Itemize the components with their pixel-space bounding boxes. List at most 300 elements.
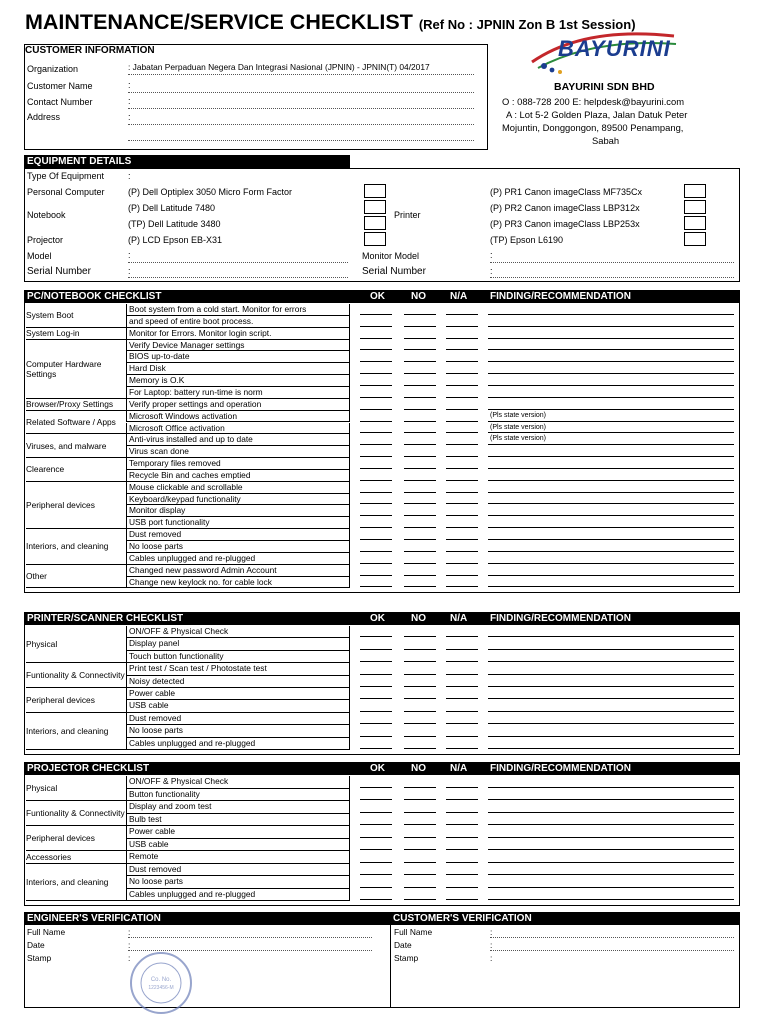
finding-field[interactable]	[488, 326, 734, 327]
check-ok-field[interactable]	[360, 326, 392, 327]
printer-4-checkbox[interactable]	[684, 232, 706, 246]
check-ok-field[interactable]	[360, 686, 392, 687]
check-na-field[interactable]	[446, 849, 478, 850]
engineer-date-label: Date	[27, 940, 45, 950]
checklist-item: Memory is O.K	[126, 375, 350, 387]
check-no-field[interactable]	[404, 636, 436, 637]
checklist-item: Dust removed	[126, 864, 350, 877]
check-no-field[interactable]	[404, 711, 436, 712]
finding-field[interactable]	[488, 711, 734, 712]
finding-field[interactable]	[488, 527, 734, 528]
check-ok-field[interactable]	[360, 799, 392, 800]
page-title: MAINTENANCE/SERVICE CHECKLIST (Ref No : JPNIN Zon B 1st Session)	[25, 10, 636, 34]
group-label: Related Software / Apps	[26, 411, 126, 435]
company-contact: O : 088-728 200 E: helpdesk@bayurini.com	[502, 96, 685, 107]
finding-field[interactable]	[488, 787, 734, 788]
model-field[interactable]	[128, 262, 348, 263]
check-no-field[interactable]	[404, 824, 436, 825]
finding-field[interactable]	[488, 812, 734, 813]
check-no-field[interactable]	[404, 661, 436, 662]
check-no-field[interactable]	[404, 338, 436, 339]
check-na-field[interactable]	[446, 575, 478, 576]
check-no-field[interactable]	[404, 468, 436, 469]
check-na-field[interactable]	[446, 314, 478, 315]
col-no-header: NO	[411, 291, 426, 302]
check-na-field[interactable]	[446, 674, 478, 675]
check-no-field[interactable]	[404, 837, 436, 838]
col-no-header: NO	[411, 613, 426, 624]
group-label: Peripheral devices	[26, 826, 126, 851]
checklist-item: Noisy detected	[126, 676, 350, 688]
check-ok-field[interactable]	[360, 887, 392, 888]
group-label: Funtionality & Connectivity	[26, 801, 126, 826]
group-label: Clearence	[26, 458, 126, 482]
customer-date-field[interactable]	[490, 950, 734, 951]
finding-field[interactable]	[488, 480, 734, 481]
checklist-item: Display panel	[126, 638, 350, 650]
check-no-field[interactable]	[404, 444, 436, 445]
customer-date-label: Date	[394, 940, 412, 950]
check-ok-field[interactable]	[360, 874, 392, 875]
printer-1-checkbox[interactable]	[684, 184, 706, 198]
check-na-field[interactable]	[446, 824, 478, 825]
check-na-field[interactable]	[446, 812, 478, 813]
check-ok-field[interactable]	[360, 551, 392, 552]
group-label: Interiors, and cleaning	[26, 529, 126, 565]
pc-checkbox[interactable]	[364, 184, 386, 198]
check-no-field[interactable]	[404, 432, 436, 433]
finding-field[interactable]	[488, 874, 734, 875]
check-ok-field[interactable]	[360, 515, 392, 516]
checklist-item: USB port functionality	[126, 517, 350, 529]
checklist-item: No loose parts	[126, 725, 350, 737]
check-ok-field[interactable]	[360, 539, 392, 540]
checklist-item: Monitor for Errors. Monitor login script.	[126, 328, 350, 340]
check-ok-field[interactable]	[360, 314, 392, 315]
check-no-field[interactable]	[404, 563, 436, 564]
check-no-field[interactable]	[404, 421, 436, 422]
notebook-value-1: (P) Dell Latitude 7480	[128, 203, 216, 213]
group-label: Physical	[26, 626, 126, 663]
group-label: Funtionality & Connectivity	[26, 663, 126, 688]
check-ok-field[interactable]	[360, 723, 392, 724]
check-ok-field[interactable]	[360, 468, 392, 469]
check-no-field[interactable]	[404, 527, 436, 528]
checklist-item: Print test / Scan test / Photostate test	[126, 663, 350, 675]
printer-4: (TP) Epson L6190	[490, 235, 564, 245]
finding-field[interactable]	[488, 586, 734, 587]
notebook-label: Notebook	[27, 210, 66, 220]
finding-field[interactable]	[488, 723, 734, 724]
pc-value: (P) Dell Optiplex 3050 Micro Form Factor	[128, 187, 293, 197]
group-label: System Boot	[26, 304, 126, 328]
finding-field[interactable]	[488, 468, 734, 469]
printer-3-checkbox[interactable]	[684, 216, 706, 230]
ref-number: (Ref No : JPNIN Zon B 1st Session)	[418, 17, 636, 32]
check-ok-field[interactable]	[360, 736, 392, 737]
checklist-item: USB cable	[126, 700, 350, 712]
col-ok-header: OK	[370, 763, 385, 774]
check-ok-field[interactable]	[360, 503, 392, 504]
check-ok-field[interactable]	[360, 385, 392, 386]
col-no-header: NO	[411, 763, 426, 774]
check-ok-field[interactable]	[360, 361, 392, 362]
logo-text: BAYURINI	[558, 36, 671, 61]
check-na-field[interactable]	[446, 468, 478, 469]
contact-number-field[interactable]	[128, 108, 474, 109]
check-na-field[interactable]	[446, 787, 478, 788]
printer-section-heading: PRINTER/SCANNER CHECKLIST	[24, 612, 740, 625]
finding-field[interactable]	[488, 837, 734, 838]
finding-field[interactable]	[488, 636, 734, 637]
customer-name-field[interactable]	[128, 92, 474, 93]
printer-1: (P) PR1 Canon imageClass MF735Cx	[490, 187, 643, 197]
engineer-verification-heading: ENGINEER'S VERIFICATION	[24, 912, 390, 925]
finding-field[interactable]	[488, 748, 734, 749]
engineer-full-name-label: Full Name	[27, 927, 66, 937]
check-ok-field[interactable]	[360, 444, 392, 445]
check-na-field[interactable]	[446, 887, 478, 888]
check-na-field[interactable]	[446, 421, 478, 422]
col-ok-header: OK	[370, 613, 385, 624]
finding-field[interactable]	[488, 492, 734, 493]
group-label: Peripheral devices	[26, 482, 126, 529]
projector-value: (P) LCD Epson EB-X31	[128, 235, 223, 245]
serial-field[interactable]	[128, 277, 348, 278]
check-no-field[interactable]	[404, 503, 436, 504]
company-logo	[524, 22, 684, 78]
check-na-field[interactable]	[446, 409, 478, 410]
finding-field[interactable]	[488, 409, 734, 410]
checklist-item: Verify proper settings and operation	[126, 399, 350, 411]
check-no-field[interactable]	[404, 723, 436, 724]
finding-field[interactable]	[488, 385, 734, 386]
check-na-field[interactable]	[446, 326, 478, 327]
check-ok-field[interactable]	[360, 837, 392, 838]
checklist-item: Power cable	[126, 688, 350, 700]
version-note: (Pls state version)	[490, 435, 547, 443]
finding-field[interactable]	[488, 421, 734, 422]
check-ok-field[interactable]	[360, 456, 392, 457]
customer-info-box	[24, 44, 488, 150]
group-label: Browser/Proxy Settings	[26, 399, 126, 411]
contact-number-label: Contact Number	[27, 97, 93, 107]
company-name: BAYURINI SDN BHD	[554, 81, 655, 93]
checklist-item: Microsoft Office activation	[126, 423, 350, 435]
finding-field[interactable]	[488, 563, 734, 564]
serial-label: Serial Number	[27, 266, 91, 277]
check-ok-field[interactable]	[360, 649, 392, 650]
group-label: Computer Hardware Settings	[26, 340, 126, 399]
check-na-field[interactable]	[446, 799, 478, 800]
check-na-field[interactable]	[446, 661, 478, 662]
check-no-field[interactable]	[404, 736, 436, 737]
finding-field[interactable]	[488, 674, 734, 675]
org-value: : Jabatan Perpaduan Negera Dan Integrasi Nasional (JPNIN) - JPNIN(T) 04/2017	[128, 62, 430, 72]
check-na-field[interactable]	[446, 539, 478, 540]
check-no-field[interactable]	[404, 586, 436, 587]
finding-field[interactable]	[488, 575, 734, 576]
finding-field[interactable]	[488, 338, 734, 339]
finding-field[interactable]	[488, 698, 734, 699]
check-na-field[interactable]	[446, 837, 478, 838]
check-no-field[interactable]	[404, 492, 436, 493]
finding-field[interactable]	[488, 862, 734, 863]
notebook-p-checkbox[interactable]	[364, 200, 386, 214]
checklist-item: Anti-virus installed and up to date	[126, 434, 350, 446]
check-no-field[interactable]	[404, 480, 436, 481]
check-no-field[interactable]	[404, 748, 436, 749]
finding-field[interactable]	[488, 551, 734, 552]
type-label: Type Of Equipment	[27, 171, 105, 181]
finding-field[interactable]	[488, 686, 734, 687]
check-ok-field[interactable]	[360, 432, 392, 433]
check-ok-field[interactable]	[360, 674, 392, 675]
checklist-item: Virus scan done	[126, 446, 350, 458]
check-no-field[interactable]	[404, 326, 436, 327]
check-ok-field[interactable]	[360, 862, 392, 863]
check-no-field[interactable]	[404, 799, 436, 800]
projector-checkbox[interactable]	[364, 232, 386, 246]
check-na-field[interactable]	[446, 349, 478, 350]
checklist-item: and speed of entire boot process.	[126, 316, 350, 328]
check-na-field[interactable]	[446, 515, 478, 516]
finding-field[interactable]	[488, 432, 734, 433]
finding-field[interactable]	[488, 456, 734, 457]
checklist-item: For Laptop: battery run-time is norm	[126, 387, 350, 399]
check-na-field[interactable]	[446, 586, 478, 587]
printer-3: (P) PR3 Canon imageClass LBP253x	[490, 219, 640, 229]
check-na-field[interactable]	[446, 899, 478, 900]
check-no-field[interactable]	[404, 551, 436, 552]
group-label: Other	[26, 565, 126, 589]
check-na-field[interactable]	[446, 636, 478, 637]
customer-stamp-label: Stamp	[394, 953, 419, 963]
check-ok-field[interactable]	[360, 349, 392, 350]
check-no-field[interactable]	[404, 409, 436, 410]
check-na-field[interactable]	[446, 698, 478, 699]
check-na-field[interactable]	[446, 492, 478, 493]
svg-text:Co. No.: Co. No.	[150, 977, 172, 983]
check-ok-field[interactable]	[360, 899, 392, 900]
check-ok-field[interactable]	[360, 421, 392, 422]
check-ok-field[interactable]	[360, 527, 392, 528]
check-na-field[interactable]	[446, 748, 478, 749]
group-label: System Log-in	[26, 328, 126, 340]
check-no-field[interactable]	[404, 349, 436, 350]
finding-field[interactable]	[488, 824, 734, 825]
customer-full-name-field[interactable]	[490, 937, 734, 938]
checklist-item: Monitor display	[126, 505, 350, 517]
check-no-field[interactable]	[404, 373, 436, 374]
monitor-serial-label: Serial Number	[362, 266, 426, 277]
check-na-field[interactable]	[446, 338, 478, 339]
finding-field[interactable]	[488, 849, 734, 850]
check-na-field[interactable]	[446, 563, 478, 564]
customer-full-name-label: Full Name	[394, 927, 433, 937]
printer-label: Printer	[394, 210, 421, 220]
col-ok-header: OK	[370, 291, 385, 302]
check-no-field[interactable]	[404, 515, 436, 516]
check-ok-field[interactable]	[360, 480, 392, 481]
check-na-field[interactable]	[446, 385, 478, 386]
check-na-field[interactable]	[446, 503, 478, 504]
company-address-2: Mojuntin, Donggongon, 89500 Penampang,	[502, 122, 684, 133]
checklist-item: Hard Disk	[126, 363, 350, 375]
checklist-item: Microsoft Windows activation	[126, 411, 350, 423]
check-na-field[interactable]	[446, 862, 478, 863]
address-field[interactable]	[128, 124, 474, 125]
check-na-field[interactable]	[446, 723, 478, 724]
pc-label: Personal Computer	[27, 187, 105, 197]
check-no-field[interactable]	[404, 361, 436, 362]
check-ok-field[interactable]	[360, 661, 392, 662]
check-no-field[interactable]	[404, 874, 436, 875]
engineer-stamp-label: Stamp	[27, 953, 52, 963]
check-na-field[interactable]	[446, 649, 478, 650]
checklist-item: Display and zoom test	[126, 801, 350, 814]
check-no-field[interactable]	[404, 674, 436, 675]
check-na-field[interactable]	[446, 444, 478, 445]
printer-2-checkbox[interactable]	[684, 200, 706, 214]
check-ok-field[interactable]	[360, 373, 392, 374]
monitor-model-field[interactable]	[490, 262, 734, 263]
check-ok-field[interactable]	[360, 748, 392, 749]
org-label: Organization	[27, 64, 79, 74]
check-na-field[interactable]	[446, 397, 478, 398]
engineer-full-name-field[interactable]	[128, 937, 372, 938]
check-na-field[interactable]	[446, 711, 478, 712]
check-na-field[interactable]	[446, 432, 478, 433]
group-label: Physical	[26, 776, 126, 801]
check-na-field[interactable]	[446, 527, 478, 528]
finding-field[interactable]	[488, 799, 734, 800]
checklist-item: Remote	[126, 851, 350, 864]
check-no-field[interactable]	[404, 649, 436, 650]
check-ok-field[interactable]	[360, 492, 392, 493]
checklist-item: Button functionality	[126, 789, 350, 802]
svg-text:1223456-M: 1223456-M	[148, 985, 174, 991]
checklist-item: Cables unplugged and re-plugged	[126, 553, 350, 565]
check-na-field[interactable]	[446, 373, 478, 374]
check-no-field[interactable]	[404, 698, 436, 699]
check-no-field[interactable]	[404, 456, 436, 457]
check-ok-field[interactable]	[360, 338, 392, 339]
finding-field[interactable]	[488, 539, 734, 540]
version-note: (Pls state version)	[490, 423, 547, 431]
check-no-field[interactable]	[404, 686, 436, 687]
checklist-item: Verify Device Manager settings	[126, 340, 350, 352]
checklist-item: USB cable	[126, 839, 350, 852]
check-ok-field[interactable]	[360, 575, 392, 576]
finding-field[interactable]	[488, 649, 734, 650]
check-ok-field[interactable]	[360, 563, 392, 564]
checklist-item: No loose parts	[126, 876, 350, 889]
checklist-item: Dust removed	[126, 529, 350, 541]
check-no-field[interactable]	[404, 862, 436, 863]
customer-info-heading: CUSTOMER INFORMATION	[25, 45, 155, 56]
check-ok-field[interactable]	[360, 787, 392, 788]
col-finding-header: FINDING/RECOMMENDATION	[490, 763, 631, 774]
check-no-field[interactable]	[404, 575, 436, 576]
finding-field[interactable]	[488, 515, 734, 516]
check-na-field[interactable]	[446, 686, 478, 687]
customer-name-label: Customer Name	[27, 81, 93, 91]
address-label: Address	[27, 112, 61, 122]
check-no-field[interactable]	[404, 787, 436, 788]
check-ok-field[interactable]	[360, 824, 392, 825]
checklist-item: Recycle Bin and caches emptied	[126, 470, 350, 482]
engineer-date-field[interactable]	[128, 950, 372, 951]
finding-field[interactable]	[488, 314, 734, 315]
checklist-item: Cables unplugged and re-plugged	[126, 738, 350, 750]
check-na-field[interactable]	[446, 551, 478, 552]
check-no-field[interactable]	[404, 397, 436, 398]
finding-field[interactable]	[488, 349, 734, 350]
projector-section-heading: PROJECTOR CHECKLIST	[24, 762, 740, 775]
checklist-item: Temporary files removed	[126, 458, 350, 470]
check-ok-field[interactable]	[360, 409, 392, 410]
check-na-field[interactable]	[446, 874, 478, 875]
notebook-tp-checkbox[interactable]	[364, 216, 386, 230]
col-na-header: N/A	[450, 763, 468, 774]
check-ok-field[interactable]	[360, 586, 392, 587]
check-no-field[interactable]	[404, 539, 436, 540]
checklist-item: Keyboard/keypad functionality	[126, 494, 350, 506]
check-no-field[interactable]	[404, 887, 436, 888]
check-na-field[interactable]	[446, 480, 478, 481]
check-ok-field[interactable]	[360, 636, 392, 637]
check-no-field[interactable]	[404, 849, 436, 850]
checklist-item: Cables unplugged and re-plugged	[126, 889, 350, 902]
check-ok-field[interactable]	[360, 397, 392, 398]
col-finding-header: FINDING/RECOMMENDATION	[490, 613, 631, 624]
check-no-field[interactable]	[404, 385, 436, 386]
finding-field[interactable]	[488, 361, 734, 362]
checklist-item: Change new keylock no. for cable lock	[126, 577, 350, 589]
check-ok-field[interactable]	[360, 849, 392, 850]
monitor-serial-field[interactable]	[490, 277, 734, 278]
finding-field[interactable]	[488, 736, 734, 737]
check-no-field[interactable]	[404, 899, 436, 900]
finding-field[interactable]	[488, 373, 734, 374]
company-address-1: A : Lot 5-2 Golden Plaza, Jalan Datuk Peter	[506, 109, 688, 120]
check-na-field[interactable]	[446, 736, 478, 737]
group-label: Interiors, and cleaning	[26, 864, 126, 902]
company-address-3: Sabah	[592, 135, 620, 146]
finding-field[interactable]	[488, 444, 734, 445]
check-ok-field[interactable]	[360, 711, 392, 712]
group-label: Interiors, and cleaning	[26, 713, 126, 750]
checklist-item: Dust removed	[126, 713, 350, 725]
checklist-item: Changed new password Admin Account	[126, 565, 350, 577]
finding-field[interactable]	[488, 503, 734, 504]
finding-field[interactable]	[488, 397, 734, 398]
check-na-field[interactable]	[446, 361, 478, 362]
finding-field[interactable]	[488, 899, 734, 900]
check-na-field[interactable]	[446, 456, 478, 457]
col-na-header: N/A	[450, 613, 468, 624]
check-no-field[interactable]	[404, 812, 436, 813]
checklist-item: ON/OFF & Physical Check	[126, 776, 350, 789]
finding-field[interactable]	[488, 887, 734, 888]
check-ok-field[interactable]	[360, 812, 392, 813]
version-note: (Pls state version)	[490, 411, 547, 419]
finding-field[interactable]	[488, 661, 734, 662]
check-no-field[interactable]	[404, 314, 436, 315]
check-ok-field[interactable]	[360, 698, 392, 699]
checklist-item: Bulb test	[126, 814, 350, 827]
